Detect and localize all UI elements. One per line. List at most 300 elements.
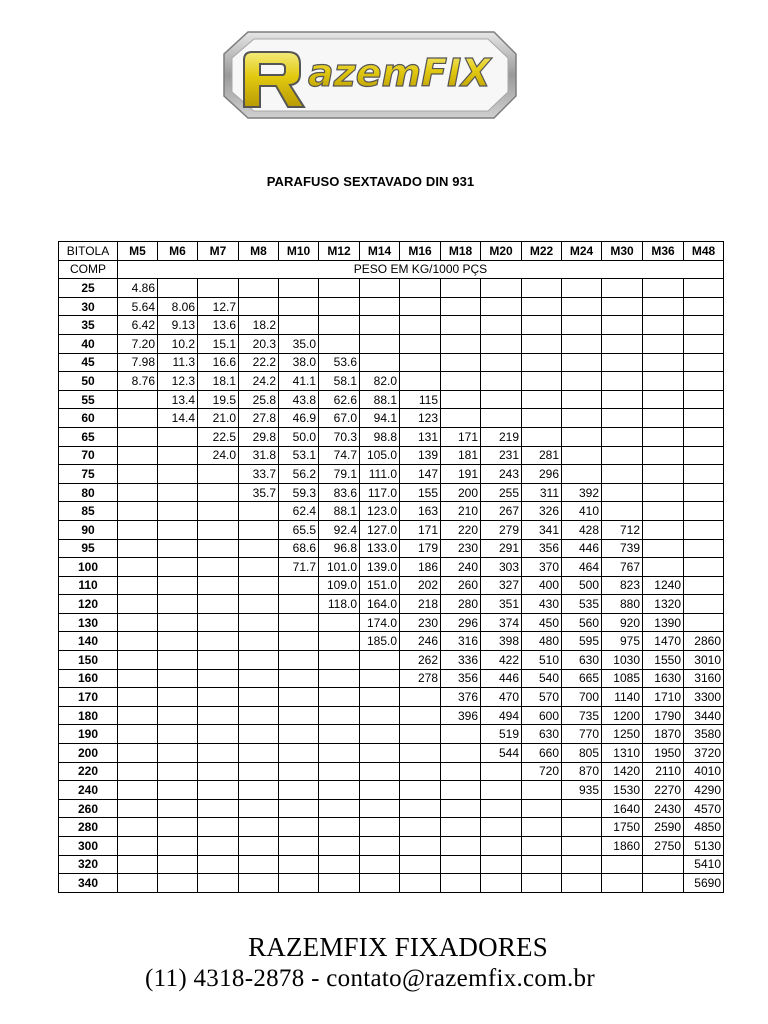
weight-cell: 278 [400, 669, 441, 688]
weight-cell: 174.0 [360, 613, 400, 632]
weight-cell: 171 [400, 520, 441, 539]
weight-cell [239, 279, 279, 298]
weight-cell [481, 799, 522, 818]
weight-cell: 630 [562, 651, 602, 670]
weight-cell [239, 502, 279, 521]
weight-cell: 712 [602, 520, 643, 539]
weight-cell [481, 874, 522, 893]
table-row [59, 409, 724, 428]
weight-cell: 1470 [643, 632, 684, 651]
weight-cell: 79.1 [319, 465, 360, 484]
weight-cell: 14.4 [158, 409, 198, 428]
weight-cell: 218 [400, 595, 441, 614]
table-row [59, 372, 724, 391]
weight-cell [481, 762, 522, 781]
weight-cell: 12.7 [198, 297, 239, 316]
weight-cell [319, 781, 360, 800]
weight-cell [239, 539, 279, 558]
column-header: M48 [684, 242, 724, 261]
weight-cell [239, 874, 279, 893]
weight-cell [562, 446, 602, 465]
weight-cell: 70.3 [319, 427, 360, 446]
weight-cell: 665 [562, 669, 602, 688]
weight-cell: 58.1 [319, 372, 360, 391]
weight-cell [319, 688, 360, 707]
weight-cell: 123 [400, 409, 441, 428]
weight-cell [684, 558, 724, 577]
length-cell: 180 [59, 706, 118, 725]
length-cell: 220 [59, 762, 118, 781]
weight-cell [279, 706, 319, 725]
weight-cell [602, 316, 643, 335]
weight-cell: 1870 [643, 725, 684, 744]
table-row [59, 334, 724, 353]
weight-cell: 19.5 [198, 390, 239, 409]
weight-cell: 428 [562, 520, 602, 539]
weight-cell: 24.0 [198, 446, 239, 465]
table-row [59, 465, 724, 484]
weight-cell [319, 706, 360, 725]
weight-cell: 870 [562, 762, 602, 781]
weight-cell: 8.06 [158, 297, 198, 316]
weight-cell [522, 799, 562, 818]
column-header: M14 [360, 242, 400, 261]
weight-cell: 700 [562, 688, 602, 707]
weight-cell [441, 390, 481, 409]
length-cell: 120 [59, 595, 118, 614]
weight-cell: 139 [400, 446, 441, 465]
weight-cell: 133.0 [360, 539, 400, 558]
weight-cell [118, 651, 158, 670]
length-cell: 70 [59, 446, 118, 465]
weight-cell: 1630 [643, 669, 684, 688]
weight-cell [643, 558, 684, 577]
weight-cell: 231 [481, 446, 522, 465]
weight-cell [319, 837, 360, 856]
weight-cell [643, 316, 684, 335]
weight-cell: 535 [562, 595, 602, 614]
weight-cell: 179 [400, 539, 441, 558]
weight-cell [441, 334, 481, 353]
weight-cell [684, 390, 724, 409]
weight-cell: 88.1 [360, 390, 400, 409]
length-cell: 320 [59, 855, 118, 874]
weight-cell [198, 818, 239, 837]
weight-cell: 935 [562, 781, 602, 800]
weight-cell [118, 688, 158, 707]
weight-cell: 1250 [602, 725, 643, 744]
weight-cell: 446 [562, 539, 602, 558]
weight-cell [562, 427, 602, 446]
weight-cell: 500 [562, 576, 602, 595]
weight-cell: 5410 [684, 855, 724, 874]
weight-cell [400, 837, 441, 856]
weight-cell: 356 [522, 539, 562, 558]
length-cell: 340 [59, 874, 118, 893]
weight-cell [158, 762, 198, 781]
weight-cell [400, 279, 441, 298]
weight-cell [643, 353, 684, 372]
weight-cell [319, 632, 360, 651]
weight-cell [239, 688, 279, 707]
weight-cell [562, 279, 602, 298]
table-row [59, 744, 724, 763]
table-row [59, 781, 724, 800]
weight-cell: 230 [400, 613, 441, 632]
weight-cell [400, 818, 441, 837]
weight-cell: 739 [602, 539, 643, 558]
weight-cell [562, 353, 602, 372]
weight-cell [319, 669, 360, 688]
weight-cell [198, 632, 239, 651]
weight-cell: 200 [441, 483, 481, 502]
weight-cell: 117.0 [360, 483, 400, 502]
weight-cell [158, 446, 198, 465]
weight-cell [239, 595, 279, 614]
weight-cell [198, 595, 239, 614]
weight-cell [198, 688, 239, 707]
table-row [59, 353, 724, 372]
weight-cell: 123.0 [360, 502, 400, 521]
weight-cell: 20.3 [239, 334, 279, 353]
weight-cell [118, 837, 158, 856]
weight-cell [481, 818, 522, 837]
weight-cell: 53.6 [319, 353, 360, 372]
column-header: M18 [441, 242, 481, 261]
weight-cell: 181 [441, 446, 481, 465]
weight-cell [481, 855, 522, 874]
column-header: M30 [602, 242, 643, 261]
unit-row [59, 260, 724, 279]
weight-cell [441, 316, 481, 335]
weight-cell [481, 279, 522, 298]
weight-cell: 219 [481, 427, 522, 446]
weight-cell [360, 781, 400, 800]
weight-cell [684, 595, 724, 614]
length-cell: 60 [59, 409, 118, 428]
table-row [59, 799, 724, 818]
weight-cell [158, 279, 198, 298]
weight-cell: 46.9 [279, 409, 319, 428]
weight-cell [481, 837, 522, 856]
column-header: M6 [158, 242, 198, 261]
table-row [59, 818, 724, 837]
weight-cell [158, 799, 198, 818]
weight-cell [441, 725, 481, 744]
weight-cell [118, 465, 158, 484]
weight-cell: 376 [441, 688, 481, 707]
weight-cell [602, 334, 643, 353]
weight-cell: 33.7 [239, 465, 279, 484]
weight-cell [118, 632, 158, 651]
weight-cell [158, 855, 198, 874]
razemfix-logo [222, 30, 518, 120]
weight-cell [522, 818, 562, 837]
weight-cell [158, 539, 198, 558]
weight-cell [198, 576, 239, 595]
weight-cell: 230 [441, 539, 481, 558]
weight-cell: 139.0 [360, 558, 400, 577]
weight-cell [360, 837, 400, 856]
weight-cell: 2430 [643, 799, 684, 818]
weight-cell [441, 372, 481, 391]
weight-cell [198, 465, 239, 484]
weight-cell: 595 [562, 632, 602, 651]
table-row [59, 427, 724, 446]
column-header: M16 [400, 242, 441, 261]
weight-cell [643, 502, 684, 521]
weight-cell: 1530 [602, 781, 643, 800]
weight-cell [643, 297, 684, 316]
weight-cell [643, 855, 684, 874]
table-row [59, 762, 724, 781]
weight-cell [441, 744, 481, 763]
weight-cell [643, 520, 684, 539]
weight-cell: 2750 [643, 837, 684, 856]
weight-cell: 326 [522, 502, 562, 521]
column-header: M12 [319, 242, 360, 261]
weight-cell: 151.0 [360, 576, 400, 595]
weight-cell [441, 279, 481, 298]
weight-cell [239, 520, 279, 539]
weight-cell: 38.0 [279, 353, 319, 372]
weight-cell [400, 855, 441, 874]
length-cell: 50 [59, 372, 118, 391]
weight-cell: 5690 [684, 874, 724, 893]
weight-cell: 24.2 [239, 372, 279, 391]
weight-cell: 280 [441, 595, 481, 614]
weight-cell: 494 [481, 706, 522, 725]
weight-cell [239, 706, 279, 725]
weight-cell: 1710 [643, 688, 684, 707]
weight-table [58, 241, 724, 893]
table-row [59, 558, 724, 577]
length-cell: 85 [59, 502, 118, 521]
weight-cell: 600 [522, 706, 562, 725]
weight-cell [684, 576, 724, 595]
weight-cell [158, 576, 198, 595]
weight-cell: 767 [602, 558, 643, 577]
weight-cell: 13.6 [198, 316, 239, 335]
weight-cell: 630 [522, 725, 562, 744]
weight-cell [158, 595, 198, 614]
weight-cell: 356 [441, 669, 481, 688]
weight-cell: 67.0 [319, 409, 360, 428]
weight-cell [643, 279, 684, 298]
weight-cell [158, 483, 198, 502]
column-header: M36 [643, 242, 684, 261]
svg-text:azemFIX: azemFIX [308, 51, 491, 95]
weight-cell [522, 874, 562, 893]
weight-cell: 1200 [602, 706, 643, 725]
weight-cell [522, 353, 562, 372]
weight-cell [602, 409, 643, 428]
weight-cell: 1030 [602, 651, 643, 670]
weight-cell: 163 [400, 502, 441, 521]
weight-cell [360, 706, 400, 725]
weight-cell [684, 334, 724, 353]
weight-cell: 10.2 [158, 334, 198, 353]
weight-cell [198, 781, 239, 800]
weight-cell [522, 316, 562, 335]
weight-cell: 3010 [684, 651, 724, 670]
length-cell: 65 [59, 427, 118, 446]
weight-cell [118, 613, 158, 632]
weight-cell: 53.1 [279, 446, 319, 465]
weight-cell: 255 [481, 483, 522, 502]
weight-cell: 296 [522, 465, 562, 484]
weight-cell [158, 837, 198, 856]
weight-cell [239, 781, 279, 800]
weight-cell [319, 316, 360, 335]
weight-cell [562, 874, 602, 893]
weight-cell: 1320 [643, 595, 684, 614]
weight-cell: 105.0 [360, 446, 400, 465]
weight-cell: 210 [441, 502, 481, 521]
weight-cell [481, 372, 522, 391]
weight-cell [400, 316, 441, 335]
weight-cell: 8.76 [118, 372, 158, 391]
weight-cell [684, 279, 724, 298]
table-row [59, 632, 724, 651]
weight-cell: 770 [562, 725, 602, 744]
weight-cell: 291 [481, 539, 522, 558]
weight-cell [118, 409, 158, 428]
weight-cell [198, 725, 239, 744]
weight-cell [198, 799, 239, 818]
weight-cell [198, 539, 239, 558]
weight-cell: 464 [562, 558, 602, 577]
length-cell: 55 [59, 390, 118, 409]
weight-cell [198, 520, 239, 539]
weight-cell: 281 [522, 446, 562, 465]
weight-cell [279, 744, 319, 763]
weight-cell [602, 372, 643, 391]
weight-cell: 18.1 [198, 372, 239, 391]
weight-cell [239, 297, 279, 316]
weight-cell: 101.0 [319, 558, 360, 577]
weight-cell: 2590 [643, 818, 684, 837]
weight-cell: 303 [481, 558, 522, 577]
weight-cell: 56.2 [279, 465, 319, 484]
unit-label: PESO EM KG/1000 PÇS [118, 260, 724, 279]
weight-cell [198, 279, 239, 298]
weight-cell [118, 595, 158, 614]
weight-cell [481, 390, 522, 409]
weight-cell [158, 669, 198, 688]
weight-cell: 59.3 [279, 483, 319, 502]
table-row [59, 595, 724, 614]
weight-cell [684, 427, 724, 446]
length-cell: 130 [59, 613, 118, 632]
table-row [59, 502, 724, 521]
table-row [59, 837, 724, 856]
weight-cell [562, 837, 602, 856]
weight-cell [481, 334, 522, 353]
weight-cell [319, 744, 360, 763]
weight-cell [441, 297, 481, 316]
weight-cell: 1240 [643, 576, 684, 595]
weight-cell: 735 [562, 706, 602, 725]
weight-cell: 398 [481, 632, 522, 651]
weight-cell: 21.0 [198, 409, 239, 428]
weight-cell: 9.13 [158, 316, 198, 335]
weight-cell: 115 [400, 390, 441, 409]
weight-cell [684, 539, 724, 558]
weight-cell: 260 [441, 576, 481, 595]
weight-cell [279, 818, 319, 837]
weight-cell [400, 688, 441, 707]
weight-cell [400, 353, 441, 372]
weight-cell: 1950 [643, 744, 684, 763]
weight-cell [279, 651, 319, 670]
weight-cell [198, 502, 239, 521]
weight-cell [360, 297, 400, 316]
weight-cell [279, 799, 319, 818]
weight-cell: 18.2 [239, 316, 279, 335]
weight-cell: 1790 [643, 706, 684, 725]
weight-cell: 185.0 [360, 632, 400, 651]
corner-label: BITOLA [59, 242, 118, 261]
weight-cell: 92.4 [319, 520, 360, 539]
weight-cell [562, 409, 602, 428]
weight-cell [239, 818, 279, 837]
weight-cell [643, 372, 684, 391]
weight-cell: 43.8 [279, 390, 319, 409]
weight-cell: 131 [400, 427, 441, 446]
weight-cell [118, 781, 158, 800]
weight-cell [643, 409, 684, 428]
weight-cell: 191 [441, 465, 481, 484]
weight-cell: 341 [522, 520, 562, 539]
weight-cell [643, 390, 684, 409]
weight-cell: 202 [400, 576, 441, 595]
weight-cell [360, 688, 400, 707]
length-cell: 100 [59, 558, 118, 577]
weight-cell: 88.1 [319, 502, 360, 521]
weight-cell [360, 279, 400, 298]
column-header: M5 [118, 242, 158, 261]
weight-cell [522, 855, 562, 874]
weight-cell: 65.5 [279, 520, 319, 539]
weight-cell [239, 762, 279, 781]
weight-cell [118, 502, 158, 521]
weight-cell [279, 855, 319, 874]
weight-cell: 6.42 [118, 316, 158, 335]
weight-cell [198, 837, 239, 856]
weight-cell [522, 390, 562, 409]
weight-cell: 5130 [684, 837, 724, 856]
weight-cell: 27.8 [239, 409, 279, 428]
weight-cell [481, 316, 522, 335]
weight-cell [602, 279, 643, 298]
weight-cell [118, 799, 158, 818]
weight-cell: 96.8 [319, 539, 360, 558]
weight-cell: 35.0 [279, 334, 319, 353]
weight-cell [239, 725, 279, 744]
weight-cell: 410 [562, 502, 602, 521]
weight-cell [118, 427, 158, 446]
weight-cell [158, 688, 198, 707]
weight-cell [118, 855, 158, 874]
weight-cell [684, 520, 724, 539]
weight-cell: 370 [522, 558, 562, 577]
column-header: M7 [198, 242, 239, 261]
weight-cell [198, 855, 239, 874]
weight-cell: 544 [481, 744, 522, 763]
table-body [59, 279, 724, 893]
weight-cell [441, 762, 481, 781]
